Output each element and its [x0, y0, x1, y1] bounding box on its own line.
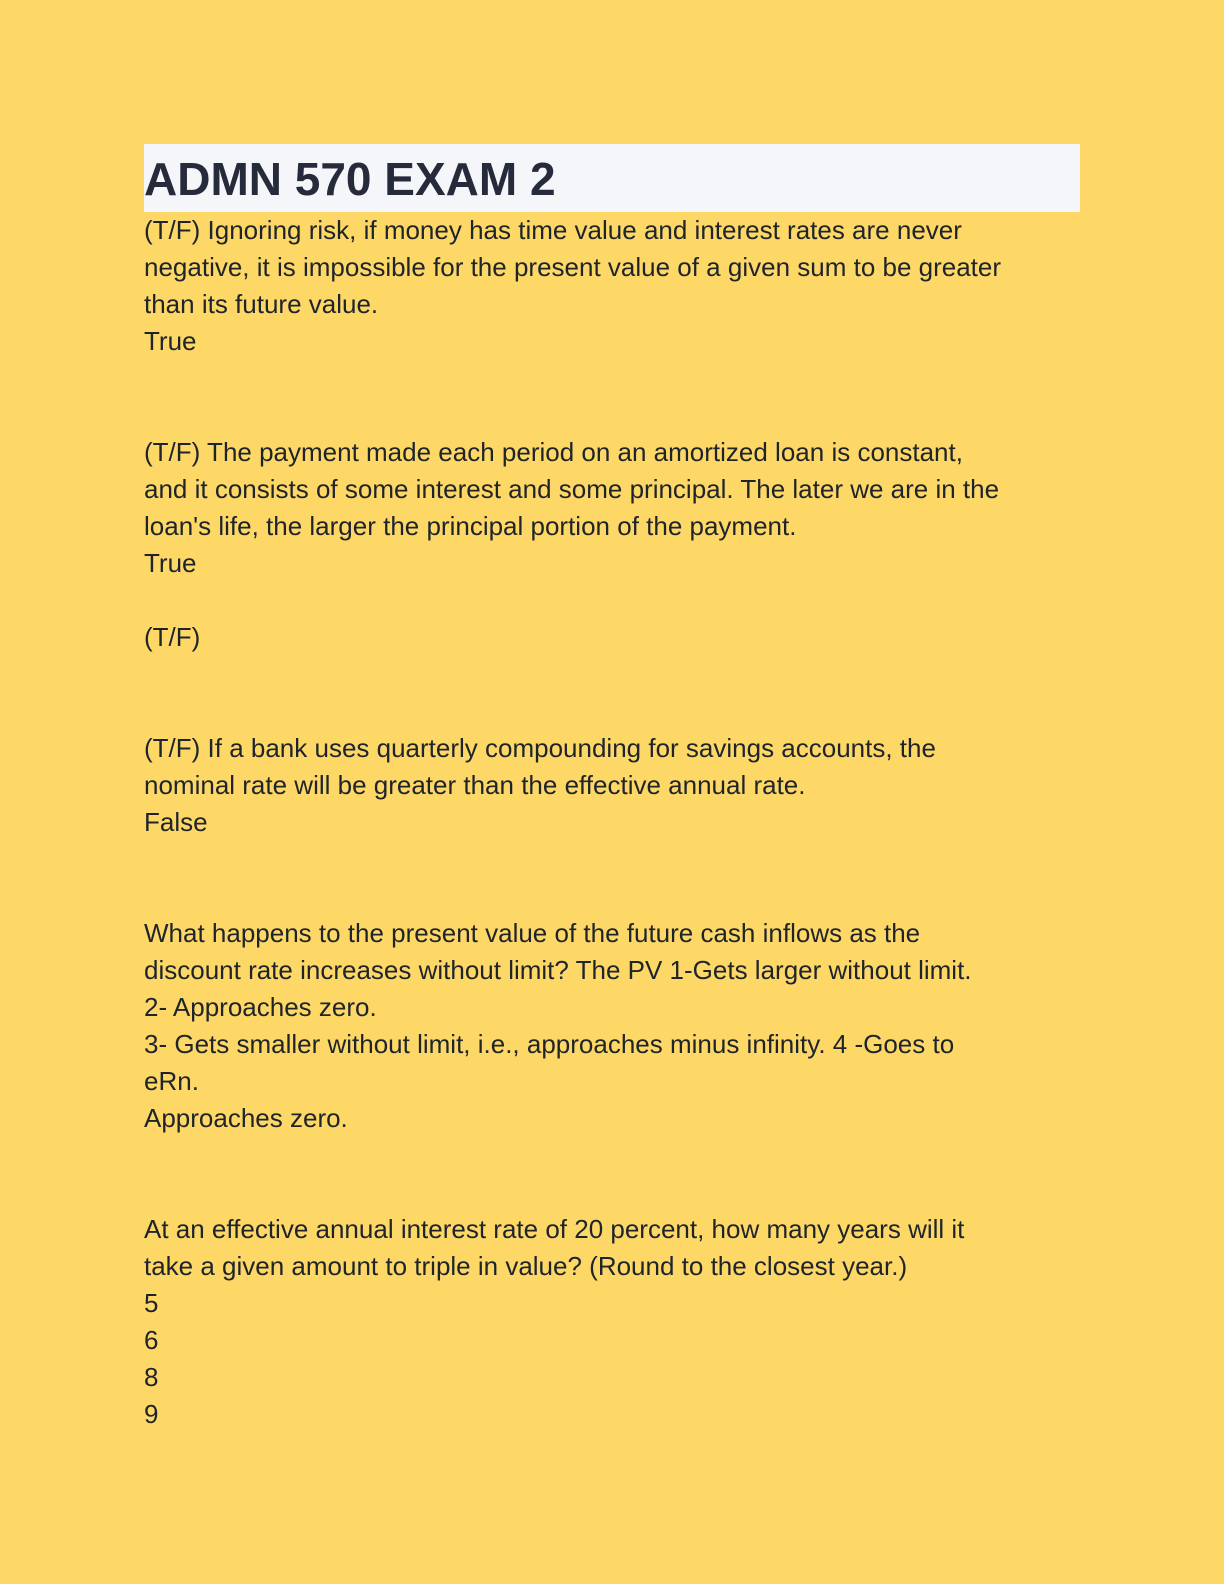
question-4-answer: False: [144, 807, 208, 837]
spacer: [144, 656, 1080, 730]
question-block-6: [144, 1211, 1080, 1433]
question-4-line-1: (T/F) If a bank uses quarterly compounding for savings accounts, the: [144, 733, 936, 763]
spacer: [144, 360, 1080, 434]
question-1-answer: True: [144, 326, 197, 356]
question-2-line-3: loan's life, the larger the principal portion of the payment.: [144, 511, 797, 541]
question-block-2: [144, 434, 1080, 582]
question-6-option: 6: [144, 1325, 159, 1355]
question-1-line-1: (T/F) Ignoring risk, if money has time value and interest rates are never: [144, 215, 962, 245]
question-2-line-2: and it consists of some interest and some principal. The later we are in the: [144, 474, 1000, 504]
question-block-1: [144, 212, 1080, 360]
question-5-line-2: discount rate increases without limit? The PV 1-Gets larger without limit.: [144, 955, 972, 985]
question-2-answer: True: [144, 548, 197, 578]
question-block-5: [144, 915, 1080, 1137]
question-block-3: [144, 619, 1080, 656]
question-block-4: [144, 730, 1080, 841]
spacer: [144, 1137, 1080, 1211]
page-title: ADMN 570 EXAM 2: [144, 153, 556, 205]
question-5-line-4: 3- Gets smaller without limit, i.e., approaches minus infinity. 4 -Goes to: [144, 1029, 955, 1059]
question-6-line-1: At an effective annual interest rate of 20 percent, how many years will it: [144, 1214, 965, 1244]
question-5-line-1: What happens to the present value of the future cash inflows as the: [144, 918, 921, 948]
spacer: [144, 841, 1080, 915]
question-4-line-2: nominal rate will be greater than the effective annual rate.: [144, 770, 806, 800]
question-5-line-3: 2- Approaches zero.: [144, 992, 377, 1022]
question-1-line-2: negative, it is impossible for the present value of a given sum to be greater: [144, 252, 1002, 282]
title-banner: [144, 144, 1080, 212]
question-3-line-1: (T/F): [144, 622, 201, 652]
question-2-line-1: (T/F) The payment made each period on an amortized loan is constant,: [144, 437, 963, 467]
question-6-option: 8: [144, 1362, 159, 1392]
document-body: [144, 144, 1080, 1433]
spacer: [144, 582, 1080, 619]
question-1-line-3: than its future value.: [144, 289, 379, 319]
question-5-answer: Approaches zero.: [144, 1103, 348, 1133]
question-5-line-5: eRn.: [144, 1066, 199, 1096]
question-6-option: 5: [144, 1288, 159, 1318]
question-6-line-2: take a given amount to triple in value? (Round to the closest year.): [144, 1251, 908, 1281]
question-6-option: 9: [144, 1399, 159, 1429]
